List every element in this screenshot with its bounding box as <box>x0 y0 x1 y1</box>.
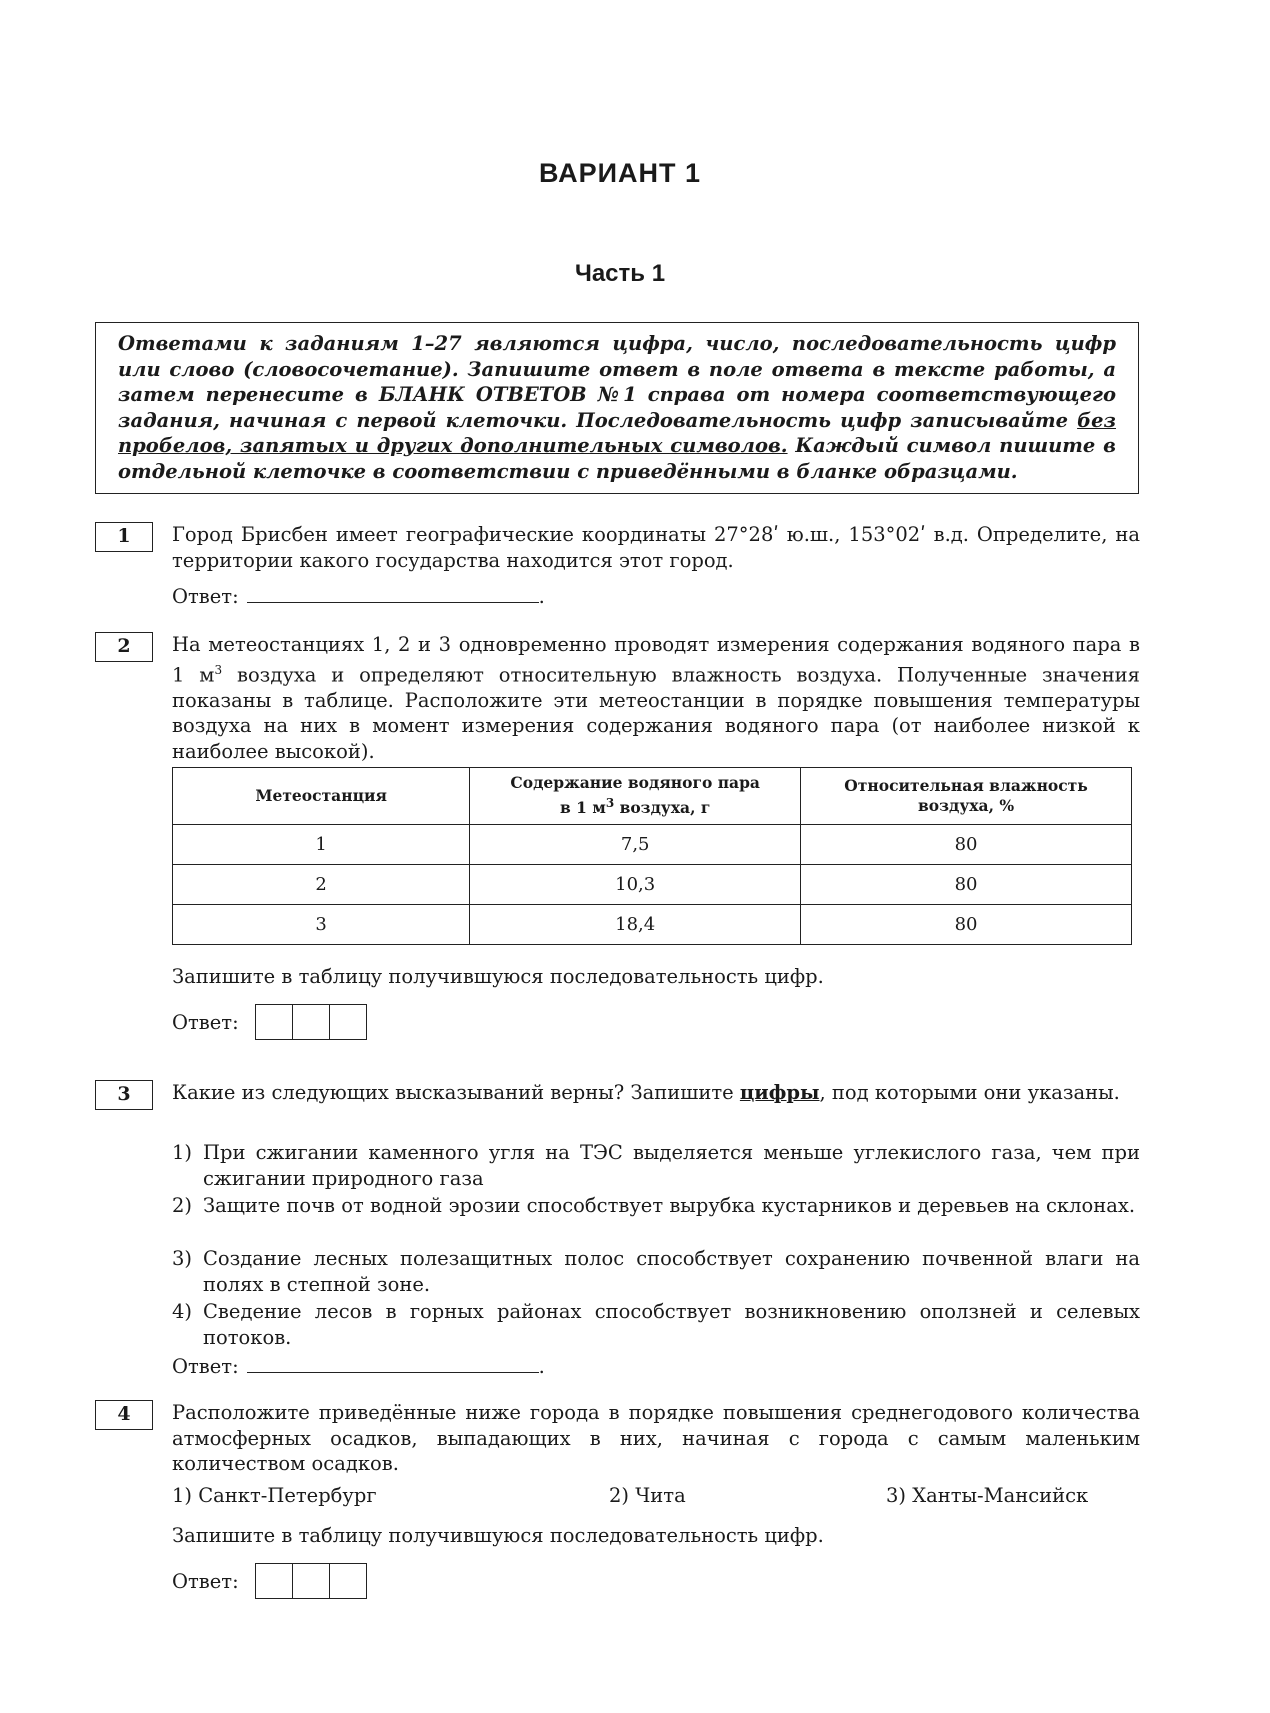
answer-box[interactable] <box>256 1005 292 1039</box>
item-number: 4) <box>172 1300 193 1323</box>
instructions-underlined: без пробелов, запятых и других дополнительных символов. <box>118 408 1116 457</box>
answer-1-field[interactable] <box>247 582 539 603</box>
answer-3: Ответ: . <box>172 1352 545 1378</box>
question-number-4: 4 <box>95 1400 153 1430</box>
list-item <box>172 1246 1140 1297</box>
cell-station: 1 <box>173 825 470 865</box>
answer-2 <box>172 1004 367 1040</box>
table-header-vapor-c: воздуха, г <box>614 798 711 818</box>
cell-station: 3 <box>173 905 470 945</box>
table-header-humidity <box>801 768 1132 825</box>
table-header-vapor-b: в 1 м <box>560 798 606 818</box>
table-header-station: Метеостанция <box>173 768 470 825</box>
item-number: 1) <box>172 1141 193 1164</box>
answer-2-boxes <box>255 1004 367 1040</box>
question-3-bold: цифры <box>739 1081 820 1104</box>
option-2: 2) Чита <box>609 1484 686 1507</box>
cell-vapor: 10,3 <box>470 865 801 905</box>
answer-label: Ответ: <box>172 1010 239 1034</box>
table-header-vapor-sup: 3 <box>605 796 615 811</box>
page-title: ВАРИАНТ 1 <box>538 158 702 188</box>
answer-label: Ответ: <box>172 585 239 608</box>
instructions-text-1: Ответами к заданиям 1–27 являются цифра, число, последовательность цифр или слово (словосочетание). Запишите ответ в поле ответа в тексте работы, а затем перенесите в БЛАНК ОТВЕТОВ №1 справа от номера соответствующего задания, начиная с первой клеточки. Последовательность цифр записывайте <box>118 332 1116 432</box>
answer-1: Ответ: . <box>172 582 545 608</box>
item-text: При сжигании каменного угля на ТЭС выделяется меньше углекислого газа, чем при сжигании природного газа <box>203 1141 1140 1190</box>
answer-label: Ответ: <box>172 1355 239 1378</box>
list-item <box>172 1299 1140 1350</box>
table-header-humidity-a: Относительная влажность <box>844 776 1088 795</box>
cell-humidity: 80 <box>801 825 1132 865</box>
option-1: 1) Санкт-Петербург <box>172 1484 377 1507</box>
question-number-3: 3 <box>95 1080 153 1110</box>
answer-box[interactable] <box>256 1564 292 1598</box>
table-header-vapor-a: Содержание водяного пара <box>510 773 760 793</box>
cell-humidity: 80 <box>801 905 1132 945</box>
question-number-1: 1 <box>95 522 153 552</box>
item-number: 2) <box>172 1194 193 1217</box>
answer-box[interactable] <box>329 1005 366 1039</box>
q2-instruction: Запишите в таблицу получившуюся последовательность цифр. <box>172 965 824 988</box>
cell-station: 2 <box>173 865 470 905</box>
option-3: 3) Ханты-Мансийск <box>886 1484 1089 1507</box>
answer-box[interactable] <box>329 1564 366 1598</box>
list-item <box>172 1193 1140 1219</box>
question-3-text <box>172 1080 1140 1106</box>
answer-box[interactable] <box>292 1564 329 1598</box>
item-text: Создание лесных полезащитных полос способствует сохранению почвенной влаги на полях в степной зоне. <box>203 1247 1140 1296</box>
table-row <box>173 865 1132 905</box>
table-row <box>173 905 1132 945</box>
question-3-text-b: , под которыми они указаны. <box>819 1081 1120 1104</box>
item-text: Сведение лесов в горных районах способствует возникновению оползней и селевых потоков. <box>203 1300 1140 1349</box>
list-item <box>172 1140 1140 1191</box>
item-text: Защите почв от водной эрозии способствует вырубка кустарников и деревьев на склонах. <box>203 1194 1136 1217</box>
cell-humidity: 80 <box>801 865 1132 905</box>
part-heading: Часть 1 <box>574 260 666 287</box>
question-1-text: Город Брисбен имеет географические координаты 27°28ʹ ю.ш., 153°02ʹ в.д. Определите, на территории какого государства находится этот город. <box>172 523 1140 572</box>
answer-4-boxes <box>255 1563 367 1599</box>
question-3-text-a: Какие из следующих высказываний верны? Запишите <box>172 1081 740 1104</box>
item-number: 3) <box>172 1247 193 1270</box>
question-2-text-b: воздуха и определяют относительную влажность воздуха. Полученные значения показаны в таблице. Расположите эти метеостанции в порядке повышения температуры воздуха на них в момент измерения содержания водяного пара (от наиболее низкой к наиболее высокой). <box>172 663 1140 763</box>
table-header-humidity-b: воздуха, % <box>918 796 1015 815</box>
table-row <box>173 825 1132 865</box>
table-header-vapor <box>470 768 801 825</box>
cell-vapor: 18,4 <box>470 905 801 945</box>
answer-4 <box>172 1563 367 1599</box>
question-number-2: 2 <box>95 632 153 662</box>
q4-instruction: Запишите в таблицу получившуюся последовательность цифр. <box>172 1524 824 1547</box>
answer-label: Ответ: <box>172 1569 239 1593</box>
question-2-text <box>172 632 1140 764</box>
question-2-sup: 3 <box>214 662 223 677</box>
question-4-text: Расположите приведённые ниже города в порядке повышения среднегодового количества атмосферных осадков, выпадающих в них, начиная с города с самым маленьким количеством осадков. <box>172 1401 1140 1475</box>
question-2-text-a: На метеостанциях 1, 2 и 3 одновременно проводят измерения содержания водяного пара в 1 м <box>172 633 1140 686</box>
instructions-text-2: Каждый символ пишите в отдельной клеточке в соответствии с приведёнными в бланке образцами. <box>118 434 1116 483</box>
meteo-table <box>172 767 1132 945</box>
instructions-box <box>95 322 1139 494</box>
answer-3-field[interactable] <box>247 1352 539 1373</box>
answer-box[interactable] <box>292 1005 329 1039</box>
cell-vapor: 7,5 <box>470 825 801 865</box>
